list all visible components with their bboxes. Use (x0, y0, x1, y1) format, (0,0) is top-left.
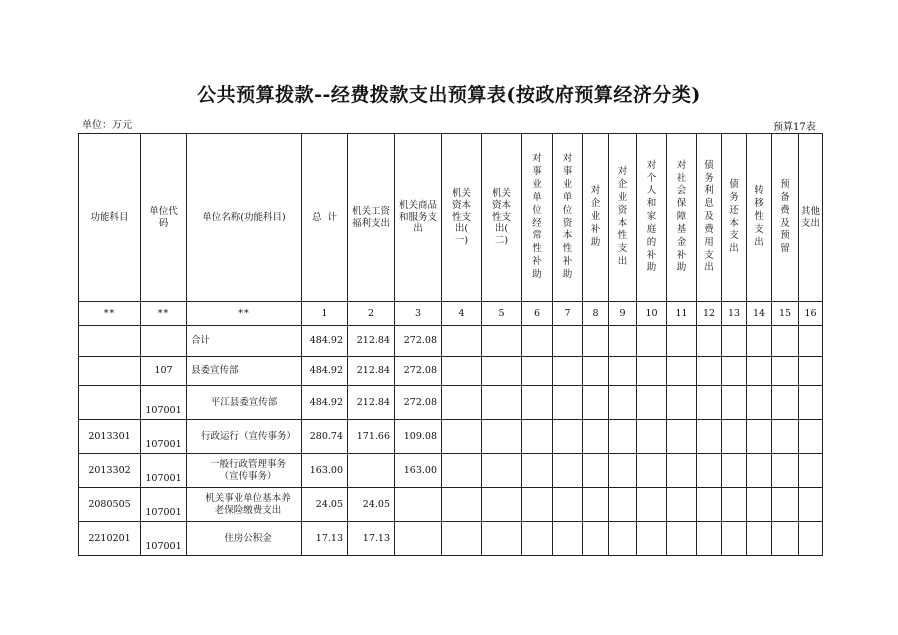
cell-wage-welfare: 212.84 (348, 386, 395, 420)
unit-label: 单位：万元 (82, 120, 132, 131)
index-cell: 11 (667, 302, 697, 326)
cell-empty (553, 386, 583, 420)
header-transfer (747, 134, 772, 302)
header-line: 福利支出 (351, 217, 390, 229)
cell-wage-welfare: 212.84 (348, 357, 395, 386)
header-char: 会 (676, 185, 687, 197)
header-char: 业 (617, 191, 628, 203)
header-char: 基 (676, 223, 687, 235)
header-line: 机关商品 (398, 199, 437, 211)
page-title: 公共预算拨款--经费拨款支出预算表(按政府预算经济分类) (197, 84, 701, 106)
cell-unit-name: 一般行政管理事务（宣传事务） (187, 454, 302, 488)
cell-empty (609, 488, 637, 522)
cell-empty (522, 488, 553, 522)
cell-empty (522, 454, 553, 488)
header-capital-2 (482, 134, 522, 302)
header-char: 事 (532, 166, 542, 178)
header-char: 本 (617, 217, 628, 229)
header-char: 出 (617, 255, 628, 267)
header-row (79, 134, 823, 302)
cell-empty (697, 454, 722, 488)
header-char: 出 (754, 236, 764, 248)
header-char: 补 (590, 223, 601, 235)
cell-empty (609, 522, 637, 556)
cell-func-subject (79, 326, 141, 357)
cell-empty (637, 454, 667, 488)
cell-empty (747, 357, 772, 386)
cell-wage-welfare: 24.05 (348, 488, 395, 522)
header-char: 支 (729, 230, 739, 242)
cell-empty (637, 357, 667, 386)
header-char: 债 (729, 179, 739, 191)
index-cell: 13 (722, 302, 747, 326)
cell-empty (799, 522, 823, 556)
cell-empty (609, 420, 637, 454)
header-char: 本 (729, 217, 739, 229)
cell-empty (442, 454, 482, 488)
cell-unit-name: 平江县委宣传部 (187, 386, 302, 420)
cell-empty (722, 454, 747, 488)
header-char: 和 (646, 198, 657, 210)
cell-empty (442, 420, 482, 454)
header-line: 性支 (451, 211, 471, 223)
cell-func-subject: 2080505 (79, 488, 141, 522)
header-char: 位 (532, 204, 542, 216)
header-char: 移 (754, 198, 764, 210)
table-number: 预算17表 (773, 122, 816, 133)
header-char: 备 (780, 191, 790, 203)
index-cell: 4 (442, 302, 482, 326)
table-row (79, 488, 823, 522)
header-line: 资本 (451, 199, 471, 211)
index-cell: 16 (799, 302, 823, 326)
index-cell: 2 (348, 302, 395, 326)
index-cell: 5 (482, 302, 522, 326)
cell-empty (609, 386, 637, 420)
cell-empty (697, 488, 722, 522)
header-line: 二) (494, 235, 509, 247)
cell-empty (772, 357, 799, 386)
cell-unit-name: 住房公积金 (187, 522, 302, 556)
cell-empty (553, 326, 583, 357)
cell-wage-welfare: 17.13 (348, 522, 395, 556)
cell-empty (442, 357, 482, 386)
cell-empty (722, 488, 747, 522)
cell-empty (583, 386, 609, 420)
header-reserve (772, 134, 799, 302)
cell-unit-code: 107001 (141, 420, 187, 454)
header-goods-services (395, 134, 442, 302)
cell-empty (697, 386, 722, 420)
header-inst-capital (553, 134, 583, 302)
cell-total: 484.92 (302, 326, 348, 357)
header-line: 其他 (800, 205, 820, 217)
cell-empty (667, 326, 697, 357)
cell-empty (609, 326, 637, 357)
header-char: 单 (562, 191, 573, 203)
header-char: 对 (676, 159, 687, 171)
header-char: 性 (617, 230, 628, 242)
cell-total: 484.92 (302, 386, 348, 420)
header-char: 助 (646, 262, 657, 274)
header-char: 业 (590, 211, 601, 223)
header-line: 出 (413, 223, 423, 235)
cell-goods-services: 163.00 (395, 454, 442, 488)
header-char: 业 (532, 179, 542, 191)
cell-empty (553, 522, 583, 556)
header-char: 企 (590, 198, 601, 210)
cell-empty (667, 420, 697, 454)
header-char: 及 (704, 211, 714, 223)
header-char: 及 (780, 217, 790, 229)
index-cell: 7 (553, 302, 583, 326)
cell-empty (583, 522, 609, 556)
header-line: 性支 (491, 211, 511, 223)
cell-empty (553, 488, 583, 522)
cell-func-subject: 2013301 (79, 420, 141, 454)
cell-func-subject (79, 357, 141, 386)
header-line: 机关 (491, 187, 511, 199)
cell-empty (799, 454, 823, 488)
cell-total: 484.92 (302, 357, 348, 386)
cell-empty (722, 326, 747, 357)
header-char: 务 (704, 172, 714, 184)
header-char: 助 (590, 236, 601, 248)
cell-empty (583, 326, 609, 357)
header-line: 出( (494, 223, 509, 235)
header-enterprise-subsidy (583, 134, 609, 302)
cell-empty (667, 488, 697, 522)
table-row (79, 386, 823, 420)
cell-goods-services (395, 522, 442, 556)
cell-empty (747, 454, 772, 488)
header-char: 支 (617, 243, 628, 255)
header-personal-family (637, 134, 667, 302)
header-char: 本 (562, 230, 573, 242)
cell-empty (747, 326, 772, 357)
table-row (79, 326, 823, 357)
cell-unit-code: 107001 (141, 386, 187, 420)
cell-goods-services (395, 488, 442, 522)
cell-empty (799, 326, 823, 357)
header-unit-name: 单位名称(功能科目) (187, 134, 302, 302)
header-inst-regular (522, 134, 553, 302)
header-char: 务 (729, 191, 739, 203)
index-cell: 14 (747, 302, 772, 326)
table-row (79, 420, 823, 454)
header-capital-1 (442, 134, 482, 302)
header-wage-welfare (348, 134, 395, 302)
cell-empty (637, 420, 667, 454)
cell-empty (482, 386, 522, 420)
cell-empty (609, 454, 637, 488)
index-cell: 8 (583, 302, 609, 326)
cell-empty (442, 488, 482, 522)
header-char: 家 (646, 211, 657, 223)
cell-empty (583, 488, 609, 522)
header-char: 障 (676, 211, 687, 223)
index-cell: 12 (697, 302, 722, 326)
cell-empty (609, 357, 637, 386)
cell-unit-name: 合计 (187, 326, 302, 357)
header-char: 性 (562, 243, 573, 255)
cell-empty (772, 522, 799, 556)
cell-func-subject (79, 386, 141, 420)
cell-empty (482, 326, 522, 357)
cell-empty (697, 420, 722, 454)
cell-goods-services: 272.08 (395, 386, 442, 420)
cell-empty (722, 522, 747, 556)
cell-empty (482, 357, 522, 386)
header-line: 和服务支 (398, 211, 437, 223)
cell-empty (637, 488, 667, 522)
header-line: 支出 (800, 217, 820, 229)
cell-empty (697, 522, 722, 556)
index-cell: ** (187, 302, 302, 326)
header-char: 资 (617, 204, 628, 216)
index-cell: 6 (522, 302, 553, 326)
index-cell: 9 (609, 302, 637, 326)
table-row (79, 454, 823, 488)
header-line: 一) (454, 235, 469, 247)
cell-empty (583, 420, 609, 454)
header-char: 金 (676, 236, 687, 248)
cell-empty (722, 420, 747, 454)
cell-func-subject: 2013302 (79, 454, 141, 488)
header-char: 助 (676, 262, 687, 274)
cell-empty (482, 454, 522, 488)
index-cell: ** (141, 302, 187, 326)
cell-wage-welfare (348, 454, 395, 488)
cell-empty (722, 386, 747, 420)
header-char: 对 (532, 153, 542, 165)
header-char: 留 (780, 243, 790, 255)
header-char: 个 (646, 172, 657, 184)
header-char: 性 (532, 243, 542, 255)
cell-goods-services: 272.08 (395, 357, 442, 386)
header-char: 对 (590, 185, 601, 197)
header-char: 用 (704, 236, 714, 248)
cell-empty (522, 522, 553, 556)
cell-wage-welfare: 212.84 (348, 326, 395, 357)
header-char: 经 (532, 217, 542, 229)
header-char: 出 (729, 243, 739, 255)
table-row (79, 522, 823, 556)
header-char: 保 (676, 198, 687, 210)
header-char: 转 (754, 185, 764, 197)
index-cell: 1 (302, 302, 348, 326)
header-char: 业 (562, 179, 573, 191)
header-char: 支 (754, 223, 764, 235)
header-char: 人 (646, 185, 657, 197)
cell-empty (553, 357, 583, 386)
cell-empty (522, 420, 553, 454)
cell-empty (522, 357, 553, 386)
header-char: 位 (562, 204, 573, 216)
cell-empty (482, 420, 522, 454)
header-char: 预 (780, 230, 790, 242)
header-char: 补 (562, 255, 573, 267)
header-total: 总 计 (302, 134, 348, 302)
cell-wage-welfare: 171.66 (348, 420, 395, 454)
cell-total: 280.74 (302, 420, 348, 454)
header-func-subject: 功能科目 (79, 134, 141, 302)
cell-empty (747, 420, 772, 454)
budget-table (78, 133, 823, 556)
cell-empty (772, 420, 799, 454)
cell-unit-code (141, 326, 187, 357)
cell-empty (667, 522, 697, 556)
header-char: 对 (617, 166, 628, 178)
cell-func-subject: 2210201 (79, 522, 141, 556)
cell-empty (799, 357, 823, 386)
header-char: 的 (646, 236, 657, 248)
header-debt-interest (697, 134, 722, 302)
header-social-security (667, 134, 697, 302)
header-char: 补 (532, 255, 542, 267)
header-char: 资 (562, 217, 573, 229)
cell-empty (637, 326, 667, 357)
header-char: 单 (532, 191, 542, 203)
index-cell: 3 (395, 302, 442, 326)
cell-empty (583, 454, 609, 488)
index-cell: 15 (772, 302, 799, 326)
header-char: 性 (754, 211, 764, 223)
index-row (79, 302, 823, 326)
cell-empty (772, 326, 799, 357)
header-char: 支 (704, 249, 714, 261)
cell-unit-code: 107 (141, 357, 187, 386)
cell-empty (667, 454, 697, 488)
cell-total: 17.13 (302, 522, 348, 556)
cell-empty (583, 357, 609, 386)
header-char: 助 (562, 268, 573, 280)
cell-empty (747, 522, 772, 556)
header-char: 费 (780, 204, 790, 216)
cell-empty (637, 386, 667, 420)
cell-total: 24.05 (302, 488, 348, 522)
cell-empty (522, 386, 553, 420)
cell-empty (442, 326, 482, 357)
header-char: 费 (704, 223, 714, 235)
table-row (79, 357, 823, 386)
header-char: 事 (562, 166, 573, 178)
cell-unit-code: 107001 (141, 522, 187, 556)
header-enterprise-capital (609, 134, 637, 302)
cell-goods-services: 272.08 (395, 326, 442, 357)
header-char: 补 (676, 249, 687, 261)
cell-empty (553, 420, 583, 454)
cell-empty (747, 386, 772, 420)
header-char: 债 (704, 159, 714, 171)
header-line: 机关 (451, 187, 471, 199)
header-char: 息 (704, 198, 714, 210)
header-line: 资本 (491, 199, 511, 211)
header-unit-code: 单位代码 (141, 134, 187, 302)
cell-empty (722, 357, 747, 386)
header-debt-repay (722, 134, 747, 302)
cell-empty (772, 488, 799, 522)
cell-empty (799, 386, 823, 420)
cell-unit-code: 107001 (141, 488, 187, 522)
cell-empty (442, 522, 482, 556)
index-cell: 10 (637, 302, 667, 326)
index-cell: ** (79, 302, 141, 326)
cell-empty (522, 326, 553, 357)
header-char: 对 (646, 159, 657, 171)
header-char: 企 (617, 179, 628, 191)
cell-empty (697, 326, 722, 357)
cell-unit-name: 行政运行（宣传事务） (187, 420, 302, 454)
cell-unit-name: 机关事业单位基本养老保险缴费支出 (187, 488, 302, 522)
cell-total: 163.00 (302, 454, 348, 488)
cell-empty (442, 386, 482, 420)
header-line: 机关工资 (351, 205, 390, 217)
cell-empty (799, 488, 823, 522)
cell-empty (482, 522, 522, 556)
header-char: 还 (729, 204, 739, 216)
cell-empty (482, 488, 522, 522)
header-char: 出 (704, 262, 714, 274)
cell-empty (553, 454, 583, 488)
header-line: 出( (454, 223, 469, 235)
cell-empty (697, 357, 722, 386)
header-char: 补 (646, 249, 657, 261)
cell-empty (667, 386, 697, 420)
header-char: 预 (780, 179, 790, 191)
header-char: 常 (532, 230, 542, 242)
cell-empty (772, 386, 799, 420)
header-char: 助 (532, 268, 542, 280)
header-char: 社 (676, 172, 687, 184)
header-char: 利 (704, 185, 714, 197)
header-char: 对 (562, 153, 573, 165)
cell-empty (667, 357, 697, 386)
header-char: 庭 (646, 223, 657, 235)
cell-unit-name: 县委宣传部 (187, 357, 302, 386)
cell-empty (772, 454, 799, 488)
cell-empty (747, 488, 772, 522)
cell-goods-services: 109.08 (395, 420, 442, 454)
cell-empty (637, 522, 667, 556)
cell-empty (799, 420, 823, 454)
cell-unit-code: 107001 (141, 454, 187, 488)
header-other (799, 134, 823, 302)
